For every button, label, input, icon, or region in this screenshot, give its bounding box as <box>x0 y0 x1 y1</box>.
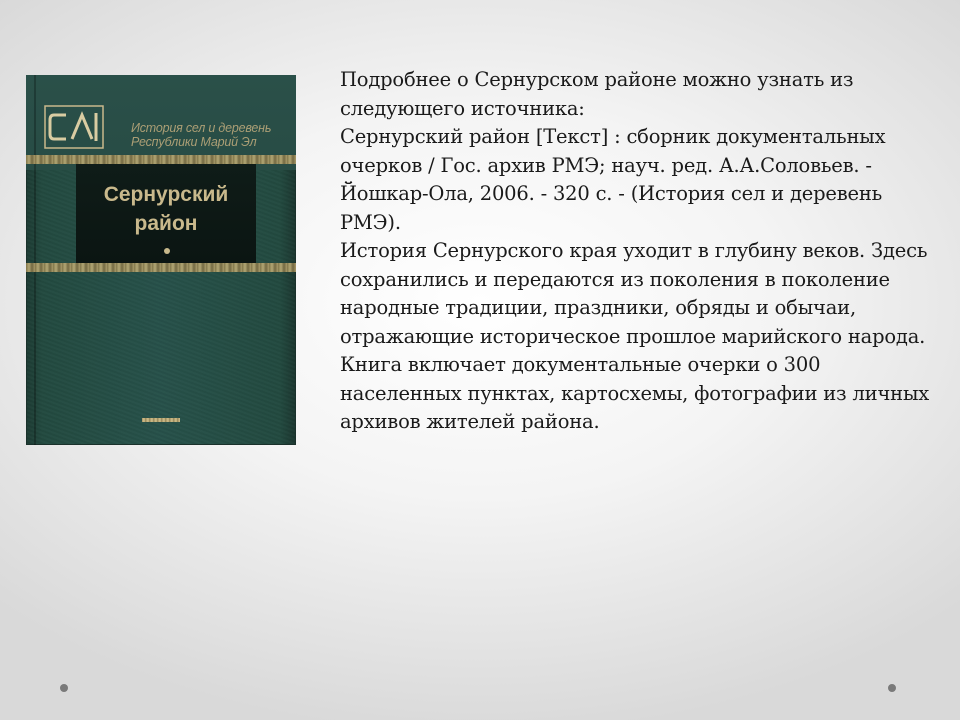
title-dot-ornament <box>164 248 170 254</box>
book-title-panel <box>76 164 256 263</box>
book-title <box>76 180 256 238</box>
slide-dot-right <box>888 684 896 692</box>
book-bottom-ornament <box>142 418 180 422</box>
paragraph-intro: Подробнее о Сернурском районе можно узнать из следующего источника: <box>340 68 854 120</box>
gold-strip-bottom <box>26 263 296 272</box>
publisher-logo-icon <box>44 105 104 149</box>
slide-dot-left <box>60 684 68 692</box>
description-text <box>340 66 940 437</box>
publisher-logo-text: СД <box>74 146 76 147</box>
book-spine-line <box>34 75 36 445</box>
book-cover-image <box>26 75 296 445</box>
paragraph-history: История Сернурского края уходит в глубину веков. Здесь сохранились и передаются из поколения в поколение народные традиции, праздники, обряды и обычаи, отражающие историческое прошлое марийского народа. <box>340 239 928 348</box>
book-title-line2: район <box>134 212 198 235</box>
gold-strip-top <box>26 155 296 164</box>
paragraph-bibliography: Сернурский район [Текст] : сборник документальных очерков / Гос. архив РМЭ; науч. ред. А.А.Соловьев. - Йошкар-Ола, 2006. - 320 с. - (История сел и деревень РМЭ). <box>340 125 886 234</box>
paragraph-contents: Книга включает документальные очерки о 300 населенных пунктах, картосхемы, фотографии из личных архивов жителей района. <box>340 353 930 433</box>
book-title-line1: Сернурский <box>103 183 229 206</box>
book-series-title: История сел и деревень Республики Марий Эл <box>131 121 272 149</box>
